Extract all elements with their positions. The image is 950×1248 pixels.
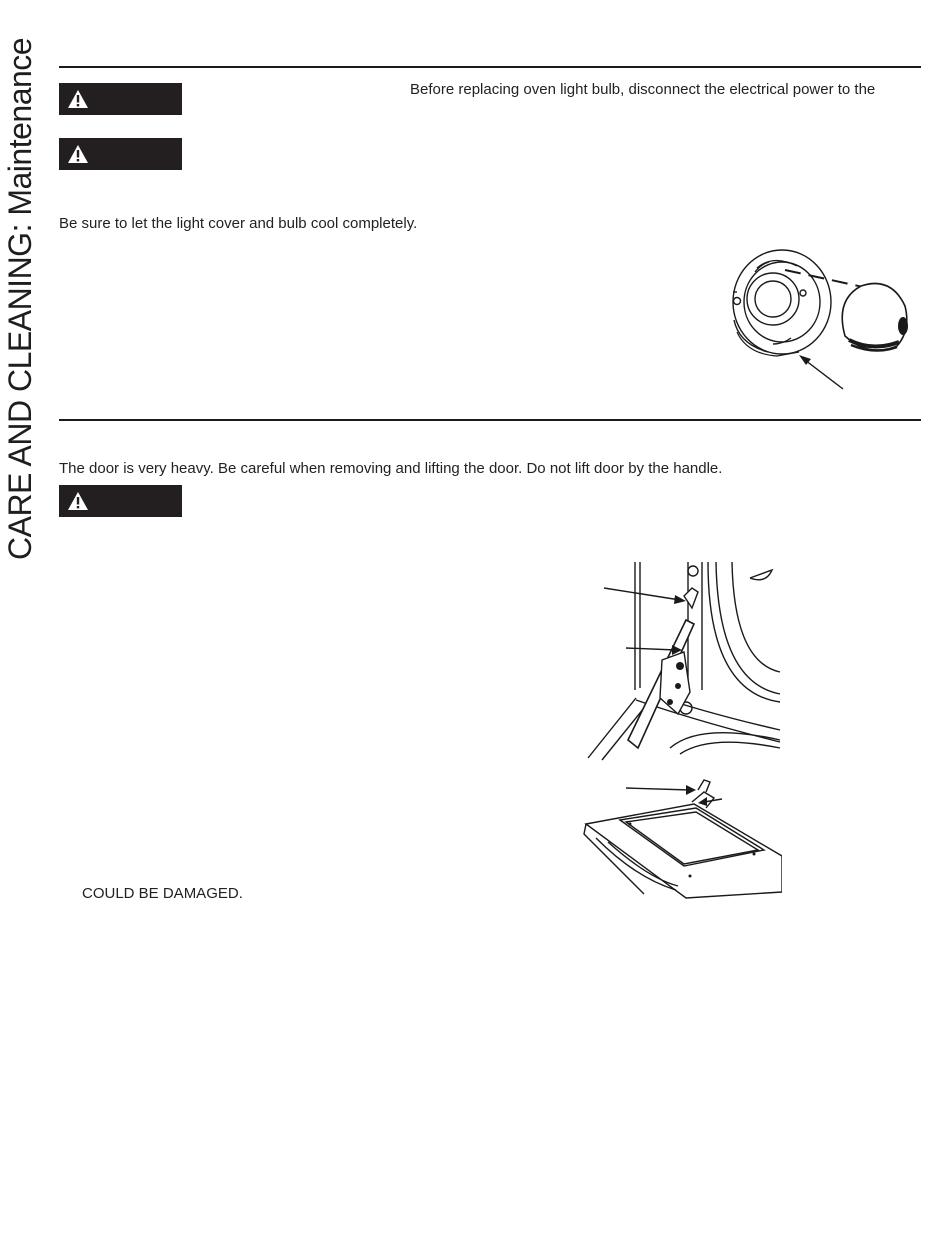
warning-label-2 [59, 138, 182, 170]
warning-triangle-icon [67, 89, 89, 109]
side-section-title: CARE AND CLEANING: Maintenance [2, 37, 38, 560]
door-hinge-illustration [580, 560, 782, 762]
door-heavy-text: The door is very heavy. Be careful when removing and lifting the door. Do not lift door by the handle. [59, 460, 723, 477]
warning-label-3 [59, 485, 182, 517]
could-be-damaged-text: COULD BE DAMAGED. [82, 885, 243, 902]
door-flat-illustration [580, 776, 782, 900]
warning-label-1 [59, 83, 182, 115]
warning-triangle-icon [67, 491, 89, 511]
oven-light-illustration [725, 248, 920, 393]
cool-completely-text: Be sure to let the light cover and bulb cool completely. [59, 215, 418, 232]
warning-triangle-icon [67, 144, 89, 164]
top-rule [59, 66, 921, 68]
power-disconnect-text: Before replacing oven light bulb, disconnect the electrical power to the [410, 81, 876, 98]
section-rule [59, 419, 921, 421]
